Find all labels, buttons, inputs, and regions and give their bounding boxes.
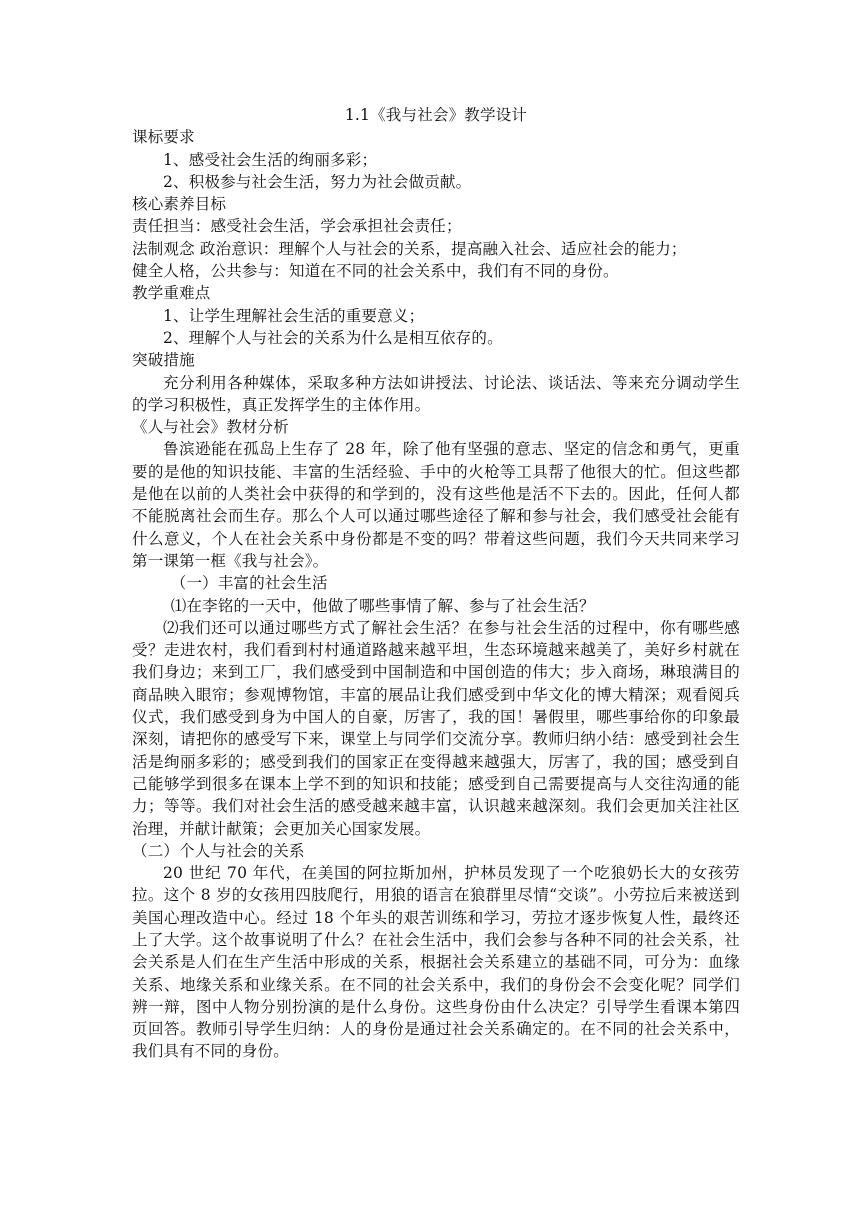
goal-line-3: 健全人格，公共参与：知道在不同的社会关系中，我们有不同的身份。 [132,262,619,281]
heading-key-points: 教学重难点 [132,284,211,303]
heading-core-literacy-goals: 核心素养目标 [132,195,227,214]
document-title: 1.1《我与社会》教学设计 [344,106,528,124]
breakthrough-text: 充分利用各种媒体，采取多种方法如讲授法、讨论法、谈话法、等来充分调动学生的学习积极性，真正发挥学生的主体作用。 [132,373,740,414]
question-1: ⑴在李铭的一天中，他做了哪些事情了解、参与了社会生活？ [170,596,595,615]
heading-breakthrough-measures: 突破措施 [132,351,195,370]
key-point-2: 2、理解个人与社会的关系为什么是相互依存的。 [163,328,503,347]
goal-line-2: 法制观念 政治意识：理解个人与社会的关系，提高融入社会、适应社会的能力； [132,239,687,258]
subheading-individual-society: （二）个人与社会的关系 [132,841,305,860]
goal-line-1: 责任担当：感受社会生活，学会承担社会责任； [132,217,462,236]
document-page [132,104,740,1063]
subheading-rich-social-life: （一）丰富的社会生活 [170,574,328,593]
curriculum-item-2: 2、积极参与社会生活，努力为社会做贡献。 [163,172,472,191]
question-2-text: ⑵我们还可以通过哪些方式了解社会生活？在参与社会生活的过程中，你有哪些感受？走进农村，我们看到村村通道路越来越平坦，生态环境越来越美了，美好乡村就在我们身边；来到工厂，我们感受到中国制造和中国创造的伟大；步入商场，琳琅满目的商品映入眼帘；参观博物馆，丰富的展品让我们感受到中华文化的博大精深；观看阅兵仪式，我们感受到身为中国人的自豪，厉害了，我的国！暑假里，哪些事给你的印象最深刻，请把你的感受写下来，课堂上与同学们交流分享。教师归纳小结：感受到社会生活是绚丽多彩的；感受到我们的国家正在变得越来越强大，厉害了，我的国；感受到自己能够学到很多在课本上学不到的知识和技能；感受到自己需要提高与人交往沟通的能力；等等。我们对社会生活的感受越来越丰富，认识越来越深刻。我们会更加关注社区治理，并献计献策；会更加关心国家发展。 [132,618,740,838]
curriculum-item-1: 1、感受社会生活的绚丽多彩； [163,150,378,169]
key-point-1: 1、让学生理解社会生活的重要意义； [163,306,425,325]
heading-curriculum-requirements: 课标要求 [132,128,195,147]
laura-story-text: 20 世纪 70 年代，在美国的阿拉斯加州，护林员发现了一个吃狼奶长大的女孩劳拉。这个 8 岁的女孩用四肢爬行，用狼的语言在狼群里尽情“交谈”。小劳拉后来被送到美国心理改造中心。经过 18 个年头的艰苦训练和学习，劳拉才逐步恢复人性，最终还上了大学。这个故事说明了什么？在社会生活中，我们会参与各种不同的社会关系，社会关系是人们在生产生活中形成的关系，根据社会关系建立的基础不同，可分为：血缘关系、地缘关系和业缘关系。在不同的社会关系中，我们的身份会不会变化呢？同学们辨一辩，图中人物分别扮演的是什么身份。这些身份由什么决定？引导学生看课本第四页回答。教师引导学生归纳：人的身份是通过社会关系确定的。在不同的社会关系中，我们具有不同的身份。 [132,864,740,1061]
textbook-analysis-text: 鲁滨逊能在孤岛上生存了 28 年，除了他有坚强的意志、坚定的信念和勇气，更重要的是他的知识技能、丰富的生活经验、手中的火枪等工具帮了他很大的忙。但这些都是他在以前的人类社会中获得的和学到的，没有这些他是活不下去的。因此，任何人都不能脱离社会而生存。那么个人可以通过哪些途径了解和参与社会，我们感受社会能有什么意义，个人在社会关系中身份都是不变的吗？带着这些问题，我们今天共同来学习第一课第一框《我与社会》。 [132,440,740,570]
heading-textbook-analysis: 《人与社会》教材分析 [132,418,290,437]
